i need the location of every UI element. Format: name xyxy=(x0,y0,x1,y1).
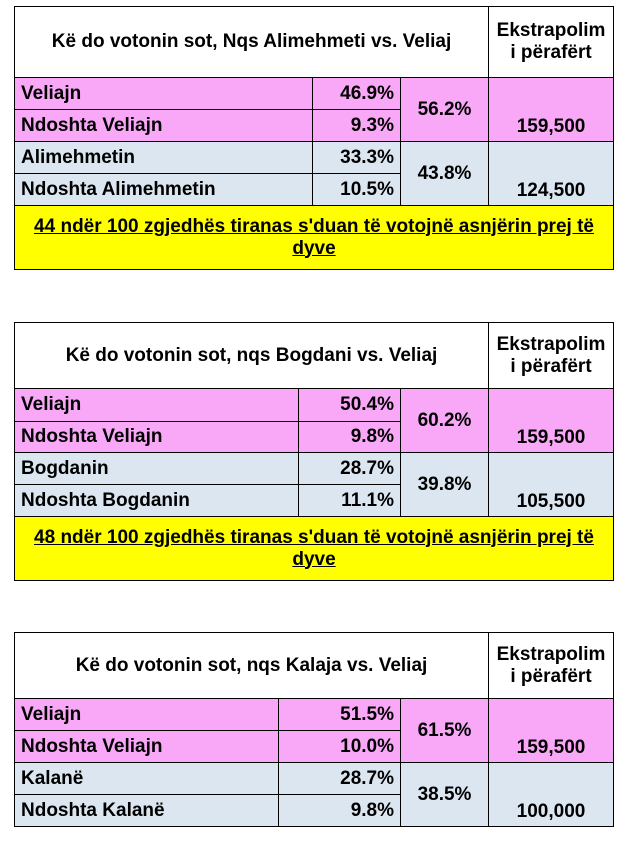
poll-table-kalaja xyxy=(14,632,614,827)
group-sum: 39.8% xyxy=(401,453,489,517)
extrapolation-value: 100,000 xyxy=(489,763,614,827)
extrapolation-value: 124,500 xyxy=(489,142,614,206)
extrapolation-value: 159,500 xyxy=(489,78,614,142)
row-label: Bogdanin xyxy=(15,453,299,485)
row-label: Ndoshta Bogdanin xyxy=(15,485,299,517)
row-label: Alimehmetin xyxy=(15,142,313,174)
row-percent: 11.1% xyxy=(299,485,401,517)
row-percent: 46.9% xyxy=(313,78,401,110)
extrapolation-value: 159,500 xyxy=(489,389,614,453)
row-label: Ndoshta Veliajn xyxy=(15,731,279,763)
row-label: Ndoshta Alimehmetin xyxy=(15,174,313,206)
row-percent: 9.3% xyxy=(313,110,401,142)
row-label: Veliajn xyxy=(15,389,299,422)
row-label: Veliajn xyxy=(15,78,313,110)
row-percent: 50.4% xyxy=(299,389,401,422)
table-title: Kë do votonin sot, Nqs Alimehmeti vs. Veliaj xyxy=(15,7,489,78)
extrapolation-header: Ekstrapolim i përafërt xyxy=(489,7,614,78)
extrapolation-value: 105,500 xyxy=(489,453,614,517)
poll-table-bogdani xyxy=(14,322,614,581)
extrapolation-value: 159,500 xyxy=(489,699,614,763)
extrapolation-header: Ekstrapolim i përafërt xyxy=(489,323,614,389)
group-sum: 61.5% xyxy=(401,699,489,763)
note-banner: 48 ndër 100 zgjedhës tiranas s'duan të votojnë asnjërin prej të dyve xyxy=(15,517,614,581)
table-title: Kë do votonin sot, nqs Kalaja vs. Veliaj xyxy=(15,633,489,699)
row-percent: 9.8% xyxy=(279,795,401,827)
group-sum: 38.5% xyxy=(401,763,489,827)
row-label: Ndoshta Kalanë xyxy=(15,795,279,827)
group-sum: 60.2% xyxy=(401,389,489,453)
row-percent: 10.0% xyxy=(279,731,401,763)
row-label: Kalanë xyxy=(15,763,279,795)
row-percent: 28.7% xyxy=(299,453,401,485)
row-label: Ndoshta Veliajn xyxy=(15,422,299,453)
poll-table-alimehmeti xyxy=(14,6,614,270)
row-label: Veliajn xyxy=(15,699,279,731)
group-sum: 56.2% xyxy=(401,78,489,142)
group-sum: 43.8% xyxy=(401,142,489,206)
row-percent: 28.7% xyxy=(279,763,401,795)
row-percent: 33.3% xyxy=(313,142,401,174)
row-percent: 51.5% xyxy=(279,699,401,731)
row-percent: 9.8% xyxy=(299,422,401,453)
table-title: Kë do votonin sot, nqs Bogdani vs. Veliaj xyxy=(15,323,489,389)
note-banner: 44 ndër 100 zgjedhës tiranas s'duan të votojnë asnjërin prej të dyve xyxy=(15,206,614,270)
row-percent: 10.5% xyxy=(313,174,401,206)
extrapolation-header: Ekstrapolim i përafërt xyxy=(489,633,614,699)
row-label: Ndoshta Veliajn xyxy=(15,110,313,142)
